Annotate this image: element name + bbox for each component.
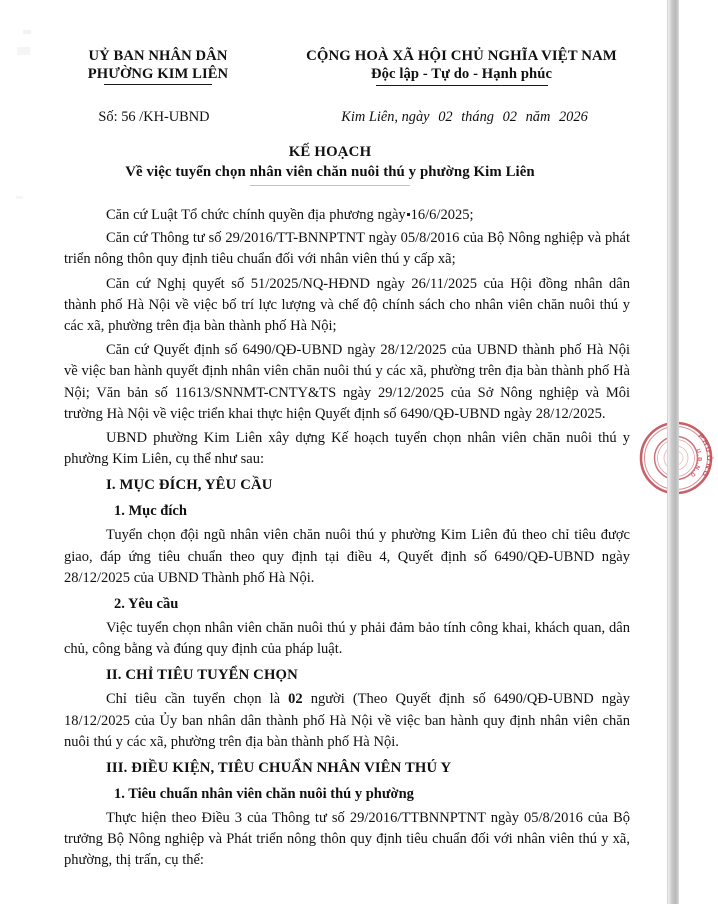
subsection-heading-1-2: 2. Yêu cầu (114, 596, 179, 613)
document-header (0, 47, 645, 86)
date-month: 02 (502, 109, 517, 125)
preamble-paragraph-3: Căn cứ Nghị quyết số 51/2025/NQ-HĐND ngày 26/11/2025 của Hội đồng nhân dân thành phố Hà Nội về việc bố trí lực lượng và chế độ chính sách cho nhân viên chăn nuôi thú y các xã, phường trên địa bàn thành phố Hà Nội; (64, 275, 630, 335)
subsection-body-3-1: Thực hiện theo Điều 3 của Thông tư số 29/2016/TTBNNPTNT ngày 05/8/2016 của Bộ trưởng Bộ Nông nghiệp và Phát triển nông thôn quy định tiêu chuẩn đối với nhân viên thú y xã, phường, thị trấn, cụ thể: (64, 810, 630, 869)
national-heading-block (278, 47, 645, 86)
document-title-block (0, 143, 660, 186)
subsection-heading-3-1: 1. Tiêu chuẩn nhân viên chăn nuôi thú y phường (114, 786, 414, 803)
scan-speck (16, 196, 23, 199)
document-title: KẾ HOẠCH (288, 144, 372, 160)
scan-edge-shadow (668, 0, 679, 904)
section-2-text-after: người (Theo Quyết định số 6490/QĐ-UBND ngày 18/12/2025 của Ủy ban nhân dân thành phố Hà Nội về việc ban hành quy định nhân viên chăn nuôi thú y các xã, phường trên địa bàn thành phố Hà Nội. (64, 691, 630, 750)
date-day: 02 (438, 109, 453, 125)
issuer-line-2: PHƯỜNG KIM LIÊN (87, 66, 229, 82)
national-motto-underline (376, 85, 548, 86)
section-body-2 (64, 689, 630, 753)
seal-outer-text: PHƯỜNG (696, 431, 715, 480)
date-year: 2026 (558, 109, 588, 125)
document-subheader (0, 108, 645, 127)
preamble-1-text: Căn cứ Luật Tổ chức chính quyền địa phương ngày (106, 207, 406, 223)
issuer-block (0, 47, 278, 85)
preamble-paragraph-1 (64, 205, 630, 226)
section-2-text-before: Chỉ tiêu cần tuyển chọn là (106, 691, 281, 708)
issuer-line-1: UỶ BAN NHÂN DÂN (88, 48, 228, 64)
document-number: Số: 56 /KH-UBND (98, 109, 210, 125)
place-label: Kim Liên, ngày (341, 109, 430, 125)
year-label: năm (525, 109, 551, 125)
section-heading-1: I. MỤC ĐÍCH, YÊU CẦU (106, 477, 273, 494)
scan-speck (17, 47, 30, 55)
section-heading-2: II. CHỈ TIÊU TUYỂN CHỌN (106, 667, 298, 684)
document-body (64, 205, 630, 874)
section-2-quota-value: 02 (288, 691, 303, 708)
issuer-underline (104, 84, 212, 85)
scan-speck (23, 30, 31, 34)
place-and-date (278, 108, 645, 127)
month-label: tháng (461, 109, 494, 125)
preamble-paragraph-4: Căn cứ Quyết định số 6490/QĐ-UBND ngày 28/12/2025 của UBND thành phố Hà Nội về việc ban hành quyết định nhân viên chăn nuôi thú y các xã, phường trên địa bàn thành phố Hà Nội; Văn bản số 11613/SNNMT-CNTY&TS ngày 29/12/2025 của Sở Nông nghiệp và Môi trường Hà Nội về việc triển khai thực hiện Quyết định số 6490/QĐ-UBND ngày 28/12/2025. (64, 342, 630, 422)
national-title: CỘNG HOÀ XÃ HỘI CHỦ NGHĨA VIỆT NAM (306, 48, 617, 64)
subsection-body-1-2: Việc tuyển chọn nhân viên chăn nuôi thú y phải đảm bảo tính công khai, khách quan, dân chủ, công bằng và đúng quy định của pháp luật. (64, 620, 630, 658)
seal-inner-text: U.B.N.D (688, 448, 703, 479)
national-motto: Độc lập - Tự do - Hạnh phúc (370, 66, 553, 82)
preamble-1-date: 16/6/2025; (410, 207, 474, 223)
document-subtitle: Về việc tuyển chọn nhân viên chăn nuôi thú y phường Kim Liên (125, 164, 535, 180)
svg-text:U.B.N.D (688, 448, 702, 478)
ink-dot-mark (407, 213, 410, 216)
title-underline (250, 185, 410, 186)
preamble-paragraph-2: Căn cứ Thông tư số 29/2016/TT-BNNPTNT ngày 05/8/2016 của Bộ Nông nghiệp và phát triển nông thôn quy định tiêu chuẩn đối với nhân viên thú y cấp xã; (64, 230, 630, 268)
subsection-heading-1-1: 1. Mục đích (114, 503, 187, 520)
subsection-body-1-1: Tuyển chọn đội ngũ nhân viên chăn nuôi thú y phường Kim Liên đủ theo chỉ tiêu được giao, đáp ứng tiêu chuẩn theo quy định tại điều 4, Quyết định số 6490/QĐ-UBND ngày 28/12/2025 của UBND Thành phố Hà Nội. (64, 527, 630, 586)
preamble-paragraph-5: UBND phường Kim Liên xây dựng Kế hoạch tuyển chọn nhân viên chăn nuôi thú y phường Kim Liên, cụ thể như sau: (64, 430, 630, 468)
section-heading-3: III. ĐIỀU KIỆN, TIÊU CHUẨN NHÂN VIÊN THÚ Y (106, 760, 452, 777)
